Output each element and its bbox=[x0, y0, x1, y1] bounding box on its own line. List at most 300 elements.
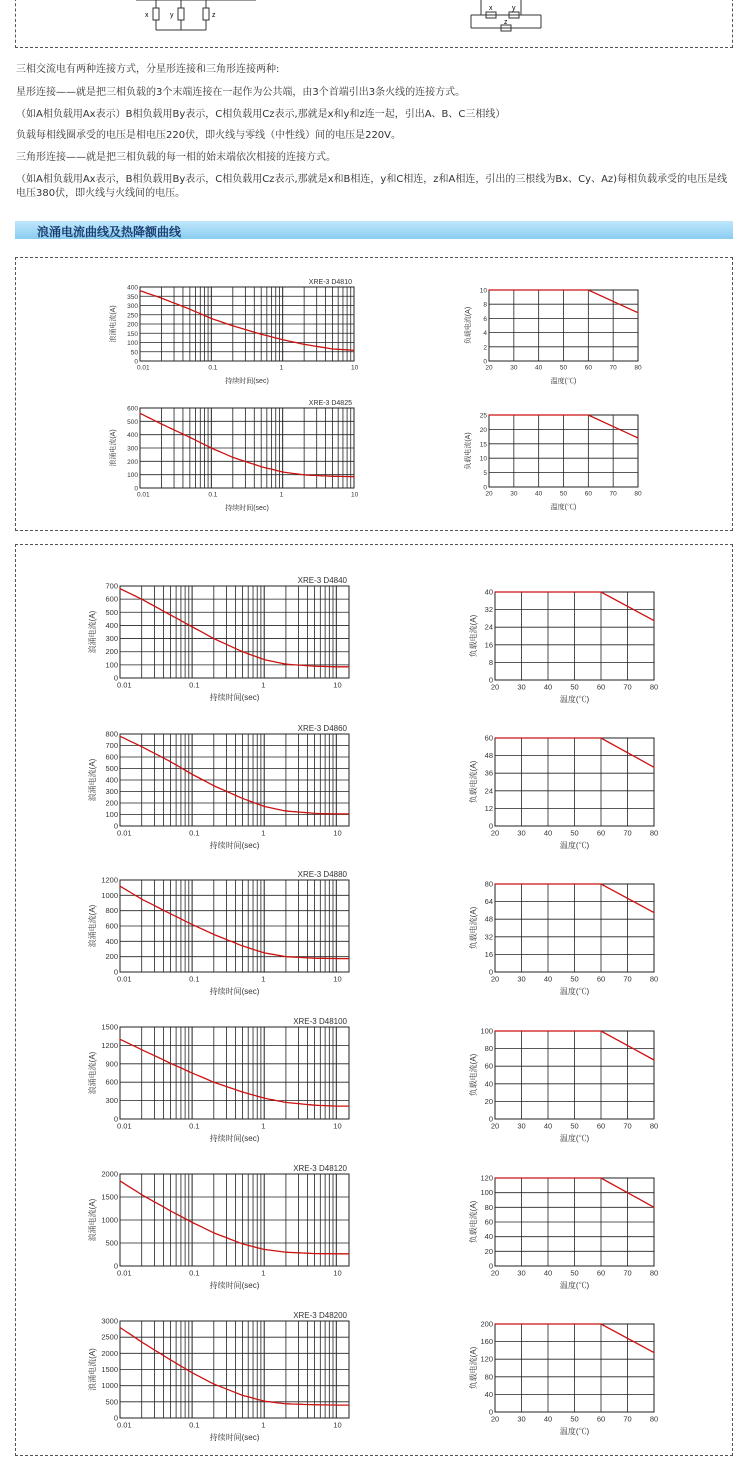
x-tick-label: 20 bbox=[490, 974, 500, 984]
x-tick-label: 0.01 bbox=[117, 1268, 132, 1278]
x-tick-label: 50 bbox=[570, 1121, 579, 1131]
y-tick-label: 0 bbox=[483, 358, 487, 366]
y-axis-title: 负载电流(A) bbox=[469, 1346, 478, 1390]
data-point bbox=[304, 344, 305, 345]
y-tick-label: 100 bbox=[105, 810, 118, 819]
x-tick-label: 70 bbox=[609, 490, 617, 498]
x-tick-label: 20 bbox=[490, 1414, 500, 1424]
derating-chart-d4825 bbox=[462, 405, 652, 511]
y-tick-label: 4 bbox=[483, 330, 487, 338]
x-tick-label: 60 bbox=[584, 364, 592, 372]
y-tick-label: 10 bbox=[479, 455, 487, 463]
x-tick-label: 70 bbox=[623, 1414, 632, 1424]
x-tick-label: 60 bbox=[596, 682, 606, 692]
y-tick-label: 1200 bbox=[101, 1040, 118, 1050]
data-point bbox=[119, 736, 120, 737]
y-tick-label: 200 bbox=[480, 1319, 493, 1329]
x-axis-title: 持续时间(sec) bbox=[209, 987, 260, 996]
y-tick-label: 100 bbox=[127, 340, 138, 347]
data-point bbox=[192, 626, 193, 627]
x-tick-label: 40 bbox=[535, 490, 543, 498]
derating-chart-d4860 bbox=[468, 728, 668, 850]
y-tick-label: 0 bbox=[134, 485, 138, 493]
y-tick-label: 80 bbox=[484, 1044, 493, 1054]
y-tick-label: 400 bbox=[105, 775, 118, 785]
x-tick-label: 20 bbox=[490, 682, 500, 692]
data-point bbox=[314, 1105, 315, 1106]
x-tick-label: 70 bbox=[623, 828, 632, 838]
y-tick-label: 40 bbox=[484, 587, 493, 597]
data-point bbox=[141, 1194, 142, 1195]
y-tick-label: 500 bbox=[105, 1397, 118, 1407]
y-tick-label: 500 bbox=[105, 607, 118, 617]
data-point bbox=[304, 474, 305, 475]
data-point bbox=[211, 318, 212, 319]
y-tick-label: 2 bbox=[483, 344, 487, 352]
x-tick-label: 50 bbox=[570, 1268, 579, 1278]
star-label-z: z bbox=[212, 12, 216, 19]
data-point bbox=[588, 414, 589, 415]
x-tick-label: 1 bbox=[261, 1268, 266, 1278]
data-point bbox=[264, 806, 265, 807]
x-axis-title: 持续时间(sec) bbox=[225, 378, 269, 385]
y-tick-label: 32 bbox=[484, 605, 493, 615]
y-axis-title: 负载电流(A) bbox=[465, 432, 472, 470]
data-point bbox=[189, 437, 190, 438]
delta-label-z: z bbox=[504, 19, 508, 26]
x-tick-label: 40 bbox=[543, 682, 553, 692]
y-tick-label: 120 bbox=[480, 1173, 493, 1183]
derating-chart-d4880 bbox=[468, 874, 668, 996]
y-tick-label: 0 bbox=[113, 967, 118, 977]
y-tick-label: 20 bbox=[484, 1096, 493, 1106]
x-tick-label: 40 bbox=[543, 1268, 553, 1278]
y-axis-title: 浪涌电流(A) bbox=[110, 429, 117, 467]
data-point bbox=[264, 659, 265, 660]
data-point bbox=[494, 1177, 495, 1178]
x-tick-label: 0.1 bbox=[189, 974, 200, 984]
para-star-example: （如A相负载用Ax表示）B相负载用By表示，C相负载用Cz表示,那就是x和y和z连一起，引出A、B、C三相线） bbox=[16, 109, 506, 120]
delta-connection-diagram bbox=[461, 0, 561, 38]
y-tick-label: 5 bbox=[483, 470, 487, 478]
chart-title: XRE-3 D48100 bbox=[293, 1017, 347, 1026]
data-point bbox=[192, 774, 193, 775]
x-tick-label: 30 bbox=[517, 1414, 526, 1424]
y-tick-label: 600 bbox=[105, 921, 118, 931]
y-tick-label: 0 bbox=[134, 358, 138, 366]
x-tick-label: 0.1 bbox=[189, 1268, 200, 1278]
data-point bbox=[119, 588, 120, 589]
star-label-y: y bbox=[170, 12, 174, 19]
y-tick-label: 900 bbox=[105, 1059, 118, 1069]
data-point bbox=[141, 746, 142, 747]
y-tick-label: 1000 bbox=[101, 1381, 118, 1391]
x-tick-label: 50 bbox=[570, 1414, 579, 1424]
data-point bbox=[192, 1222, 193, 1223]
x-tick-label: 1 bbox=[261, 828, 266, 838]
star-connection-diagram bbox=[126, 0, 266, 38]
star-label-x: x bbox=[145, 12, 149, 19]
data-point bbox=[170, 1210, 171, 1211]
surge-chart-d48200 bbox=[88, 1307, 363, 1442]
x-tick-label: 30 bbox=[510, 364, 518, 372]
data-point bbox=[653, 1207, 654, 1208]
data-point bbox=[261, 466, 262, 467]
y-tick-label: 100 bbox=[127, 472, 138, 480]
x-tick-label: 20 bbox=[485, 490, 493, 498]
x-axis-title: 温度(℃) bbox=[550, 378, 577, 385]
data-point bbox=[242, 1243, 243, 1244]
surge-chart-d4810 bbox=[108, 273, 368, 385]
para-phase-voltage: 负载每相线圈承受的电压是相电压220伏，即火线与零线（中性线）间的电压是220V。 bbox=[16, 130, 402, 141]
chart-title: XRE-3 D48200 bbox=[293, 1311, 347, 1320]
y-tick-label: 350 bbox=[127, 293, 138, 301]
data-point bbox=[170, 1359, 171, 1360]
data-point bbox=[588, 289, 589, 290]
data-point bbox=[653, 912, 654, 913]
data-point bbox=[348, 958, 349, 959]
y-axis-title: 浪涌电流(A) bbox=[88, 610, 97, 654]
y-tick-label: 32 bbox=[484, 932, 493, 942]
x-axis-title: 温度(℃) bbox=[559, 1134, 590, 1143]
x-axis-title: 持续时间(sec) bbox=[209, 1281, 260, 1290]
data-point bbox=[314, 958, 315, 959]
data-point bbox=[119, 886, 120, 887]
chart-title: XRE-3 D4880 bbox=[297, 870, 347, 879]
data-point bbox=[285, 956, 286, 957]
y-tick-label: 40 bbox=[484, 1232, 493, 1242]
x-axis-title: 温度(℃) bbox=[559, 1281, 590, 1290]
data-point bbox=[242, 798, 243, 799]
data-point bbox=[264, 1098, 265, 1099]
y-tick-label: 8 bbox=[483, 301, 487, 309]
x-axis-title: 温度(℃) bbox=[559, 1427, 590, 1436]
x-tick-label: 80 bbox=[649, 974, 659, 984]
x-tick-label: 80 bbox=[649, 828, 659, 838]
data-point bbox=[242, 1395, 243, 1396]
y-tick-label: 0 bbox=[488, 821, 493, 831]
x-tick-label: 60 bbox=[596, 974, 606, 984]
y-tick-label: 1500 bbox=[101, 1365, 118, 1374]
x-tick-label: 40 bbox=[543, 1121, 553, 1131]
y-tick-label: 36 bbox=[484, 768, 493, 778]
data-point bbox=[119, 1327, 120, 1328]
data-point bbox=[141, 1049, 142, 1050]
data-point bbox=[332, 476, 333, 477]
y-tick-label: 700 bbox=[105, 741, 118, 750]
surge-chart-d4860 bbox=[88, 720, 363, 850]
y-tick-label: 100 bbox=[480, 1188, 493, 1198]
data-point bbox=[192, 1372, 193, 1373]
data-point bbox=[242, 1091, 243, 1092]
x-tick-label: 80 bbox=[649, 1121, 659, 1131]
x-axis-title: 持续时间(sec) bbox=[209, 841, 260, 850]
data-point bbox=[282, 339, 283, 340]
y-tick-label: 200 bbox=[105, 952, 118, 962]
y-tick-label: 20 bbox=[484, 1246, 493, 1256]
surge-chart-d48100 bbox=[88, 1013, 363, 1143]
x-tick-label: 40 bbox=[543, 1414, 553, 1424]
data-point bbox=[600, 1323, 601, 1324]
y-tick-label: 2000 bbox=[101, 1169, 118, 1179]
x-tick-label: 10 bbox=[333, 1121, 342, 1131]
y-tick-label: 300 bbox=[127, 303, 138, 310]
x-tick-label: 0.1 bbox=[189, 1121, 200, 1131]
data-point bbox=[336, 666, 337, 667]
data-point bbox=[494, 1323, 495, 1324]
data-point bbox=[139, 290, 140, 291]
x-tick-label: 30 bbox=[517, 682, 526, 692]
x-tick-label: 0.1 bbox=[189, 828, 200, 838]
y-tick-label: 60 bbox=[484, 1061, 493, 1071]
x-tick-label: 80 bbox=[649, 1414, 659, 1424]
data-point bbox=[119, 1180, 120, 1181]
y-tick-label: 400 bbox=[105, 620, 118, 630]
x-tick-label: 40 bbox=[535, 364, 543, 372]
x-tick-label: 10 bbox=[333, 974, 342, 984]
data-point bbox=[600, 1030, 601, 1031]
x-tick-label: 60 bbox=[584, 490, 592, 498]
x-tick-label: 0.01 bbox=[137, 364, 150, 372]
chart-title: XRE-3 D4810 bbox=[308, 279, 352, 286]
data-point bbox=[314, 1404, 315, 1405]
x-tick-label: 0.01 bbox=[117, 974, 132, 984]
y-tick-label: 60 bbox=[484, 733, 493, 743]
x-tick-label: 60 bbox=[596, 1268, 606, 1278]
data-point bbox=[653, 767, 654, 768]
y-axis-title: 浪涌电流(A) bbox=[88, 1348, 97, 1391]
y-tick-label: 120 bbox=[480, 1354, 493, 1364]
y-tick-label: 300 bbox=[105, 787, 118, 796]
data-point bbox=[494, 737, 495, 738]
data-point bbox=[348, 1253, 349, 1254]
x-tick-label: 70 bbox=[623, 682, 632, 692]
derating-chart-d48100 bbox=[468, 1021, 668, 1143]
data-point bbox=[285, 1102, 286, 1103]
data-point bbox=[170, 614, 171, 615]
y-tick-label: 6 bbox=[483, 315, 487, 323]
y-axis-title: 负载电流(A) bbox=[469, 1053, 478, 1097]
para-star-definition: 星形连接——就是把三相负载的3个末端连接在一起作为公共端，由3个首端引出3条火线的连接方式。 bbox=[16, 87, 466, 98]
y-tick-label: 60 bbox=[484, 1217, 493, 1227]
x-tick-label: 0.01 bbox=[117, 1420, 132, 1430]
data-point bbox=[348, 1404, 349, 1405]
delta-label-y: y bbox=[512, 5, 516, 12]
data-point bbox=[264, 952, 265, 953]
y-tick-label: 2000 bbox=[101, 1348, 118, 1358]
x-axis-title: 温度(℃) bbox=[550, 504, 577, 511]
x-tick-label: 70 bbox=[623, 1268, 632, 1278]
y-tick-label: 0 bbox=[488, 1114, 493, 1124]
y-tick-label: 2500 bbox=[101, 1332, 118, 1342]
derating-chart-d4810 bbox=[462, 280, 652, 385]
y-tick-label: 24 bbox=[484, 622, 493, 632]
y-tick-label: 600 bbox=[127, 405, 138, 413]
data-point bbox=[285, 810, 286, 811]
data-point bbox=[637, 312, 638, 313]
x-tick-label: 50 bbox=[570, 828, 579, 838]
x-tick-label: 70 bbox=[623, 974, 632, 984]
y-axis-title: 浪涌电流(A) bbox=[88, 1198, 97, 1242]
x-tick-label: 1 bbox=[261, 974, 266, 984]
data-point bbox=[494, 883, 495, 884]
derating-chart-d48120 bbox=[468, 1168, 668, 1290]
y-tick-label: 100 bbox=[105, 660, 118, 670]
y-tick-label: 64 bbox=[484, 897, 493, 907]
y-tick-label: 8 bbox=[488, 657, 493, 667]
x-tick-label: 60 bbox=[596, 828, 606, 838]
y-tick-label: 0 bbox=[113, 821, 118, 831]
x-tick-label: 10 bbox=[333, 1268, 342, 1278]
y-tick-label: 300 bbox=[105, 1096, 118, 1106]
y-tick-label: 25 bbox=[479, 412, 487, 420]
data-point bbox=[348, 813, 349, 814]
x-tick-label: 40 bbox=[543, 974, 553, 984]
x-axis-title: 持续时间(sec) bbox=[209, 1134, 260, 1143]
x-tick-label: 0.01 bbox=[137, 491, 150, 499]
x-tick-label: 10 bbox=[333, 680, 342, 690]
data-point bbox=[600, 883, 601, 884]
circuit-diagram-box bbox=[15, 0, 733, 48]
data-point bbox=[600, 591, 601, 592]
y-tick-label: 48 bbox=[484, 914, 493, 924]
y-tick-label: 0 bbox=[488, 1407, 493, 1417]
section-title: 浪涌电流曲线及热降额曲线 bbox=[37, 225, 182, 239]
y-tick-label: 0 bbox=[113, 673, 118, 683]
y-tick-label: 1000 bbox=[101, 1215, 118, 1225]
y-axis-title: 负载电流(A) bbox=[469, 906, 478, 950]
data-point bbox=[282, 471, 283, 472]
para-delta-example: （如A相负载用Ax表示，B相负载用By表示，C相负载用Cz表示,那就是x和B相连，y和C相连，z和A相连，引出的三根线为Bx、Cy、Az)每相负载承受的电压是线电压380伏，即火线与火线间的电压。 bbox=[16, 174, 728, 199]
data-point bbox=[213, 1383, 214, 1384]
y-tick-label: 200 bbox=[105, 798, 118, 808]
x-tick-label: 20 bbox=[490, 828, 500, 838]
data-point bbox=[488, 414, 489, 415]
data-point bbox=[336, 1253, 337, 1254]
data-point bbox=[232, 457, 233, 458]
y-tick-label: 400 bbox=[105, 936, 118, 946]
y-tick-label: 12 bbox=[484, 803, 493, 813]
chart-title: XRE-3 D4840 bbox=[297, 576, 347, 585]
data-point bbox=[494, 1030, 495, 1031]
x-tick-label: 30 bbox=[517, 828, 526, 838]
data-point bbox=[600, 1177, 601, 1178]
data-point bbox=[653, 1059, 654, 1060]
data-point bbox=[336, 1404, 337, 1405]
y-tick-label: 24 bbox=[484, 786, 493, 796]
data-point bbox=[189, 309, 190, 310]
data-point bbox=[242, 945, 243, 946]
y-tick-label: 16 bbox=[484, 949, 493, 959]
y-tick-label: 300 bbox=[105, 634, 118, 644]
x-tick-label: 0.01 bbox=[117, 828, 132, 838]
y-tick-label: 200 bbox=[127, 321, 138, 329]
y-tick-label: 600 bbox=[105, 1077, 118, 1087]
y-axis-title: 负载电流(A) bbox=[469, 614, 478, 658]
x-tick-label: 1 bbox=[261, 1121, 266, 1131]
data-point bbox=[314, 666, 315, 667]
section-header-bar bbox=[15, 221, 733, 239]
y-tick-label: 48 bbox=[484, 751, 493, 761]
y-tick-label: 0 bbox=[113, 1413, 118, 1423]
surge-curve bbox=[140, 413, 354, 476]
data-point bbox=[285, 1252, 286, 1253]
y-tick-label: 700 bbox=[105, 581, 118, 591]
x-tick-label: 1 bbox=[279, 491, 284, 499]
y-axis-title: 浪涌电流(A) bbox=[88, 758, 97, 802]
data-point bbox=[119, 1039, 120, 1040]
y-tick-label: 0 bbox=[488, 675, 493, 685]
data-point bbox=[336, 1106, 337, 1107]
data-point bbox=[192, 924, 193, 925]
data-point bbox=[285, 664, 286, 665]
y-tick-label: 1000 bbox=[101, 890, 118, 900]
surge-chart-d48120 bbox=[88, 1160, 363, 1290]
x-tick-label: 0.1 bbox=[189, 1420, 200, 1430]
y-tick-label: 0 bbox=[113, 1261, 118, 1271]
data-point bbox=[336, 813, 337, 814]
x-tick-label: 60 bbox=[596, 1121, 606, 1131]
x-tick-label: 70 bbox=[623, 1121, 632, 1131]
y-axis-title: 浪涌电流(A) bbox=[88, 904, 97, 948]
x-tick-label: 10 bbox=[333, 1420, 342, 1430]
y-tick-label: 80 bbox=[484, 1202, 493, 1212]
y-tick-label: 1200 bbox=[101, 875, 118, 885]
x-tick-label: 30 bbox=[517, 1121, 526, 1131]
y-tick-label: 0 bbox=[483, 484, 487, 492]
y-tick-label: 250 bbox=[127, 312, 138, 320]
x-tick-label: 50 bbox=[570, 974, 579, 984]
data-point bbox=[161, 423, 162, 424]
surge-chart-d4880 bbox=[88, 866, 363, 996]
chart-title: XRE-3 D48120 bbox=[293, 1164, 347, 1173]
y-tick-label: 500 bbox=[105, 764, 118, 773]
y-axis-title: 浪涌电流(A) bbox=[88, 1051, 97, 1095]
y-tick-label: 300 bbox=[127, 445, 138, 453]
y-tick-label: 500 bbox=[127, 418, 138, 426]
x-tick-label: 0.01 bbox=[117, 680, 132, 690]
surge-curve bbox=[140, 291, 354, 351]
data-point bbox=[170, 761, 171, 762]
y-tick-label: 40 bbox=[484, 1079, 493, 1089]
x-tick-label: 30 bbox=[517, 1268, 526, 1278]
x-axis-title: 持续时间(sec) bbox=[209, 1433, 260, 1442]
x-axis-title: 温度(℃) bbox=[559, 695, 590, 704]
derating-chart-d4840 bbox=[468, 582, 668, 704]
data-point bbox=[488, 289, 489, 290]
x-tick-label: 20 bbox=[490, 1268, 500, 1278]
y-tick-label: 100 bbox=[480, 1026, 493, 1036]
y-axis-title: 负载电流(A) bbox=[469, 1200, 478, 1244]
y-tick-label: 3000 bbox=[101, 1316, 118, 1326]
data-point bbox=[213, 1232, 214, 1233]
x-tick-label: 50 bbox=[559, 364, 568, 372]
data-point bbox=[141, 1341, 142, 1342]
x-tick-label: 70 bbox=[609, 364, 617, 372]
y-tick-label: 400 bbox=[127, 284, 138, 292]
data-point bbox=[192, 1072, 193, 1073]
y-tick-label: 0 bbox=[488, 967, 493, 977]
x-axis-title: 温度(℃) bbox=[559, 987, 590, 996]
data-point bbox=[261, 334, 262, 335]
data-point bbox=[348, 666, 349, 667]
surge-chart-d4840 bbox=[88, 572, 363, 702]
y-tick-label: 80 bbox=[484, 1372, 493, 1382]
data-point bbox=[242, 651, 243, 652]
y-tick-label: 50 bbox=[130, 349, 138, 357]
derating-chart-d48200 bbox=[468, 1314, 668, 1436]
x-tick-label: 0.1 bbox=[208, 364, 218, 372]
